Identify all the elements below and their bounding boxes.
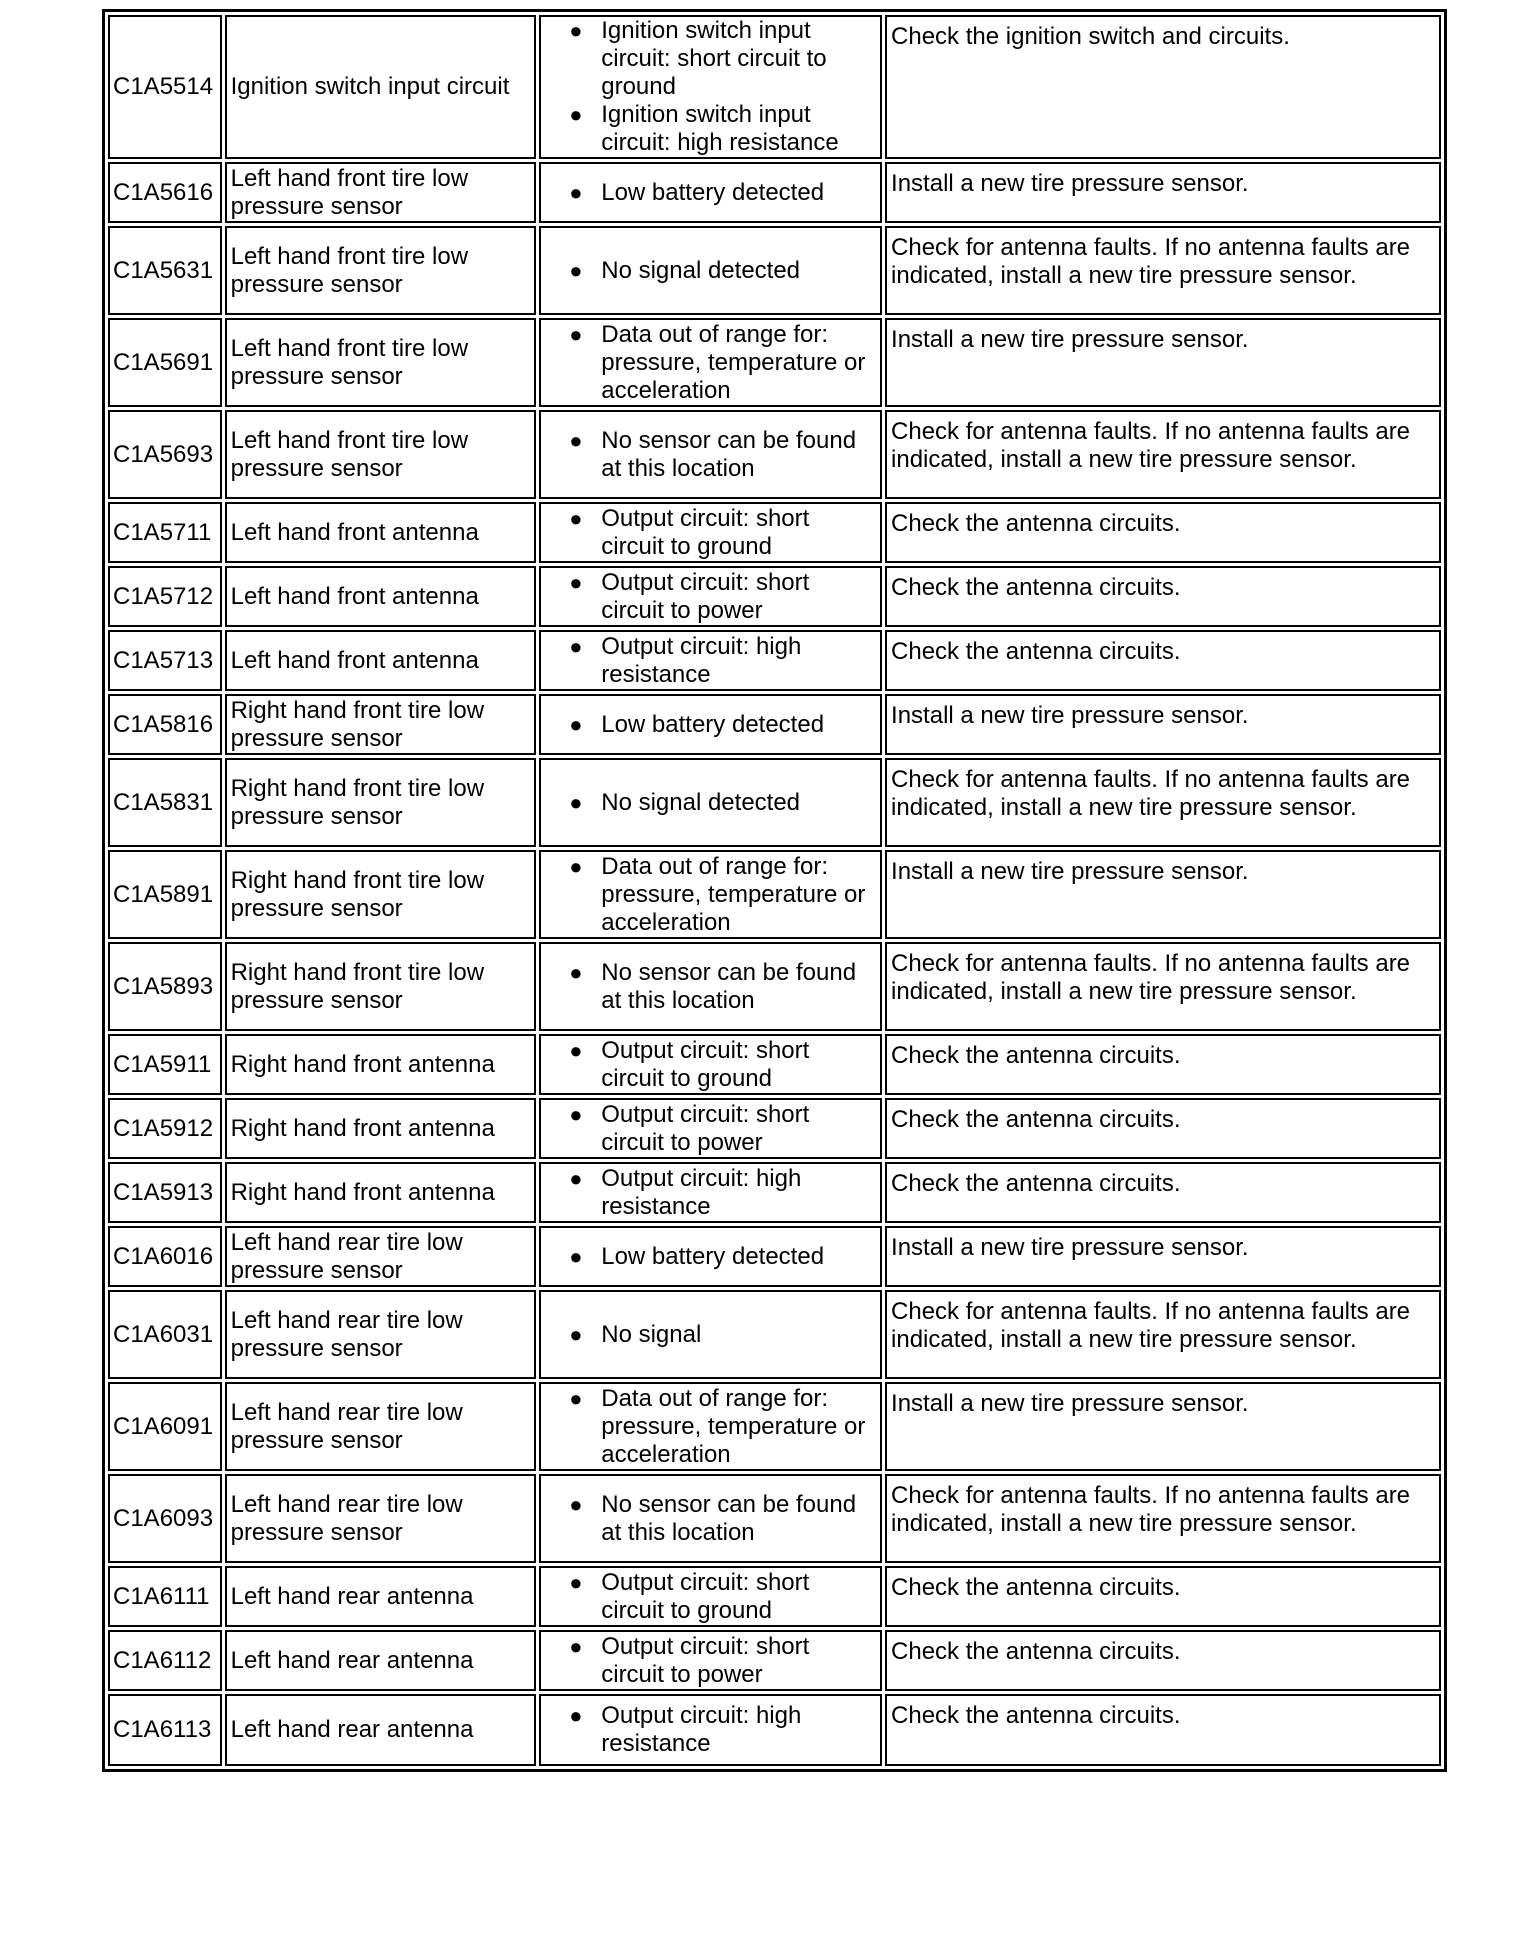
action-text: Check the antenna circuits.: [885, 1162, 1441, 1223]
dtc-code: C1A6031: [108, 1290, 222, 1379]
condition-text: No signal detected: [601, 256, 801, 284]
dtc-code: C1A5891: [108, 850, 222, 939]
action-text: Check for antenna faults. If no antenna faults are indicated, install a new tire pressure sensor.: [885, 410, 1441, 499]
condition-cell: [539, 15, 882, 159]
dtc-table-body: [108, 15, 1441, 1766]
dtc-code: C1A5831: [108, 758, 222, 847]
bullet-icon: ●: [569, 1243, 583, 1269]
condition-cell: [539, 1290, 882, 1379]
condition-list: [561, 1165, 876, 1221]
condition-item: [569, 632, 876, 689]
component-name: Left hand rear tire low pressure sensor: [225, 1474, 537, 1563]
action-text: Check the antenna circuits.: [885, 566, 1441, 627]
table-row: [108, 502, 1441, 563]
condition-cell: [539, 942, 882, 1031]
condition-item: [569, 788, 876, 817]
table-row: [108, 410, 1441, 499]
condition-list: [561, 17, 876, 157]
table-row: [108, 1566, 1441, 1627]
condition-text: Output circuit: short circuit to power: [601, 1100, 810, 1156]
bullet-icon: ●: [569, 1101, 583, 1127]
condition-cell: [539, 694, 882, 755]
bullet-icon: ●: [569, 853, 583, 879]
bullet-icon: ●: [569, 1321, 583, 1347]
action-text: Install a new tire pressure sensor.: [885, 318, 1441, 407]
condition-item: [569, 17, 876, 101]
condition-item: [569, 426, 876, 483]
table-row: [108, 162, 1441, 223]
bullet-icon: ●: [569, 321, 583, 347]
bullet-icon: ●: [569, 959, 583, 985]
condition-text: Low battery detected: [601, 178, 825, 206]
bullet-icon: ●: [569, 1569, 583, 1595]
condition-item: [569, 852, 876, 937]
bullet-icon: ●: [569, 257, 583, 283]
table-row: [108, 942, 1441, 1031]
condition-item: [569, 1164, 876, 1221]
condition-item: [569, 178, 876, 207]
condition-list: [561, 1321, 876, 1349]
component-name: Left hand front tire low pressure sensor: [225, 318, 537, 407]
bullet-icon: ●: [569, 1703, 583, 1728]
component-name: Left hand front tire low pressure sensor: [225, 162, 537, 223]
condition-item: [569, 320, 876, 405]
action-text: Install a new tire pressure sensor.: [885, 162, 1441, 223]
condition-text: No signal: [601, 1320, 702, 1348]
condition-cell: [539, 630, 882, 691]
condition-text: Output circuit: high resistance: [601, 632, 802, 688]
action-text: Install a new tire pressure sensor.: [885, 1382, 1441, 1471]
bullet-icon: ●: [569, 569, 583, 595]
dtc-code: C1A5712: [108, 566, 222, 627]
action-text: Install a new tire pressure sensor.: [885, 850, 1441, 939]
condition-list: [561, 257, 876, 285]
component-name: Left hand front tire low pressure sensor: [225, 226, 537, 315]
condition-text: Low battery detected: [601, 1242, 825, 1270]
action-text: Install a new tire pressure sensor.: [885, 694, 1441, 755]
condition-cell: [539, 1034, 882, 1095]
component-name: Left hand front antenna: [225, 566, 537, 627]
condition-item: [569, 256, 876, 285]
action-text: Check the antenna circuits.: [885, 1630, 1441, 1691]
condition-cell: [539, 502, 882, 563]
condition-item: [569, 504, 876, 561]
dtc-code: C1A5691: [108, 318, 222, 407]
action-text: Check for antenna faults. If no antenna faults are indicated, install a new tire pressure sensor.: [885, 942, 1441, 1031]
condition-cell: [539, 566, 882, 627]
condition-text: No sensor can be found at this location: [601, 958, 857, 1014]
table-row: [108, 1382, 1441, 1471]
condition-cell: [539, 1474, 882, 1563]
condition-text: Output circuit: short circuit to power: [601, 1632, 810, 1688]
bullet-icon: ●: [569, 633, 583, 659]
component-name: Right hand front tire low pressure sensor: [225, 758, 537, 847]
condition-text: No sensor can be found at this location: [601, 1490, 857, 1546]
component-name: Left hand front antenna: [225, 502, 537, 563]
condition-cell: [539, 1382, 882, 1471]
condition-list: [561, 569, 876, 625]
table-row: [108, 566, 1441, 627]
condition-cell: [539, 226, 882, 315]
action-text: Check the antenna circuits.: [885, 1098, 1441, 1159]
dtc-code: C1A6016: [108, 1226, 222, 1287]
condition-list: [561, 1702, 876, 1758]
bullet-icon: ●: [569, 789, 583, 815]
condition-item: [569, 1384, 876, 1469]
condition-text: No sensor can be found at this location: [601, 426, 857, 482]
action-text: Check the antenna circuits.: [885, 1034, 1441, 1095]
condition-list: [561, 1037, 876, 1093]
component-name: Right hand front tire low pressure sensor: [225, 942, 537, 1031]
condition-item: [569, 568, 876, 625]
dtc-code: C1A6111: [108, 1566, 222, 1627]
bullet-icon: ●: [569, 1491, 583, 1517]
dtc-code: C1A6112: [108, 1630, 222, 1691]
bullet-icon: ●: [569, 18, 583, 43]
dtc-code: C1A5893: [108, 942, 222, 1031]
condition-text: Ignition switch input circuit: short circuit to ground: [601, 17, 827, 100]
dtc-code: C1A5514: [108, 15, 222, 159]
component-name: Ignition switch input circuit: [225, 15, 537, 159]
condition-item: [569, 101, 876, 157]
dtc-code: C1A5693: [108, 410, 222, 499]
dtc-code: C1A5912: [108, 1098, 222, 1159]
dtc-code: C1A6113: [108, 1694, 222, 1766]
condition-list: [561, 711, 876, 739]
condition-item: [569, 1100, 876, 1157]
condition-cell: [539, 162, 882, 223]
condition-text: Output circuit: short circuit to ground: [601, 1568, 810, 1624]
table-row: [108, 1226, 1441, 1287]
bullet-icon: ●: [569, 179, 583, 205]
bullet-icon: ●: [569, 427, 583, 453]
table-row: [108, 1694, 1441, 1766]
bullet-icon: ●: [569, 1037, 583, 1063]
table-row: [108, 850, 1441, 939]
condition-list: [561, 959, 876, 1015]
condition-cell: [539, 318, 882, 407]
dtc-code: C1A6091: [108, 1382, 222, 1471]
condition-item: [569, 1036, 876, 1093]
condition-text: Output circuit: short circuit to ground: [601, 504, 810, 560]
action-text: Install a new tire pressure sensor.: [885, 1226, 1441, 1287]
dtc-code: C1A6093: [108, 1474, 222, 1563]
condition-list: [561, 179, 876, 207]
condition-list: [561, 427, 876, 483]
condition-text: Data out of range for: pressure, temperature or acceleration: [601, 320, 866, 404]
condition-cell: [539, 1162, 882, 1223]
table-row: [108, 1630, 1441, 1691]
condition-text: Data out of range for: pressure, temperature or acceleration: [601, 1384, 866, 1468]
condition-text: Data out of range for: pressure, temperature or acceleration: [601, 852, 866, 936]
condition-item: [569, 1702, 876, 1758]
action-text: Check for antenna faults. If no antenna faults are indicated, install a new tire pressure sensor.: [885, 758, 1441, 847]
condition-list: [561, 1243, 876, 1271]
bullet-icon: ●: [569, 505, 583, 531]
component-name: Right hand front tire low pressure sensor: [225, 694, 537, 755]
component-name: Right hand front antenna: [225, 1034, 537, 1095]
dtc-code: C1A5713: [108, 630, 222, 691]
action-text: Check the ignition switch and circuits.: [885, 15, 1441, 159]
condition-item: [569, 710, 876, 739]
action-text: Check for antenna faults. If no antenna faults are indicated, install a new tire pressure sensor.: [885, 1474, 1441, 1563]
condition-text: Output circuit: short circuit to power: [601, 568, 810, 624]
action-text: Check the antenna circuits.: [885, 502, 1441, 563]
component-name: Left hand rear antenna: [225, 1694, 537, 1766]
condition-item: [569, 1242, 876, 1271]
condition-item: [569, 1568, 876, 1625]
condition-cell: [539, 1566, 882, 1627]
condition-list: [561, 789, 876, 817]
component-name: Left hand rear tire low pressure sensor: [225, 1290, 537, 1379]
component-name: Right hand front tire low pressure sensor: [225, 850, 537, 939]
component-name: Right hand front antenna: [225, 1098, 537, 1159]
condition-list: [561, 1491, 876, 1547]
component-name: Left hand rear antenna: [225, 1566, 537, 1627]
table-row: [108, 318, 1441, 407]
condition-cell: [539, 1226, 882, 1287]
condition-cell: [539, 758, 882, 847]
dtc-code: C1A5913: [108, 1162, 222, 1223]
table-row: [108, 1098, 1441, 1159]
bullet-icon: ●: [569, 711, 583, 737]
dtc-table: [102, 9, 1447, 1772]
table-row: [108, 630, 1441, 691]
bullet-icon: ●: [569, 1165, 583, 1191]
table-row: [108, 1290, 1441, 1379]
dtc-code: C1A5816: [108, 694, 222, 755]
dtc-code: C1A5711: [108, 502, 222, 563]
condition-cell: [539, 1098, 882, 1159]
condition-text: Output circuit: high resistance: [601, 1164, 802, 1220]
dtc-code: C1A5631: [108, 226, 222, 315]
condition-list: [561, 1385, 876, 1469]
condition-list: [561, 633, 876, 689]
dtc-code: C1A5911: [108, 1034, 222, 1095]
bullet-icon: ●: [569, 102, 583, 127]
condition-item: [569, 1632, 876, 1689]
condition-text: Output circuit: high resistance: [601, 1702, 802, 1757]
condition-list: [561, 1569, 876, 1625]
component-name: Right hand front antenna: [225, 1162, 537, 1223]
action-text: Check for antenna faults. If no antenna faults are indicated, install a new tire pressure sensor.: [885, 1290, 1441, 1379]
condition-list: [561, 1101, 876, 1157]
action-text: Check the antenna circuits.: [885, 1566, 1441, 1627]
condition-item: [569, 958, 876, 1015]
condition-item: [569, 1320, 876, 1349]
condition-cell: [539, 1694, 882, 1766]
action-text: Check the antenna circuits.: [885, 630, 1441, 691]
table-row: [108, 1034, 1441, 1095]
table-row: [108, 226, 1441, 315]
condition-text: Ignition switch input circuit: high resistance: [601, 101, 839, 156]
table-row: [108, 15, 1441, 159]
condition-cell: [539, 850, 882, 939]
bullet-icon: ●: [569, 1633, 583, 1659]
bullet-icon: ●: [569, 1385, 583, 1411]
condition-text: Output circuit: short circuit to ground: [601, 1036, 810, 1092]
condition-text: Low battery detected: [601, 710, 825, 738]
condition-item: [569, 1490, 876, 1547]
table-row: [108, 758, 1441, 847]
condition-list: [561, 505, 876, 561]
condition-list: [561, 1633, 876, 1689]
table-row: [108, 694, 1441, 755]
action-text: Check the antenna circuits.: [885, 1694, 1441, 1766]
component-name: Left hand rear antenna: [225, 1630, 537, 1691]
component-name: Left hand front antenna: [225, 630, 537, 691]
condition-text: No signal detected: [601, 788, 801, 816]
table-row: [108, 1474, 1441, 1563]
component-name: Left hand rear tire low pressure sensor: [225, 1226, 537, 1287]
component-name: Left hand front tire low pressure sensor: [225, 410, 537, 499]
condition-cell: [539, 1630, 882, 1691]
component-name: Left hand rear tire low pressure sensor: [225, 1382, 537, 1471]
condition-list: [561, 853, 876, 937]
action-text: Check for antenna faults. If no antenna faults are indicated, install a new tire pressure sensor.: [885, 226, 1441, 315]
condition-list: [561, 321, 876, 405]
dtc-code: C1A5616: [108, 162, 222, 223]
table-row: [108, 1162, 1441, 1223]
condition-cell: [539, 410, 882, 499]
